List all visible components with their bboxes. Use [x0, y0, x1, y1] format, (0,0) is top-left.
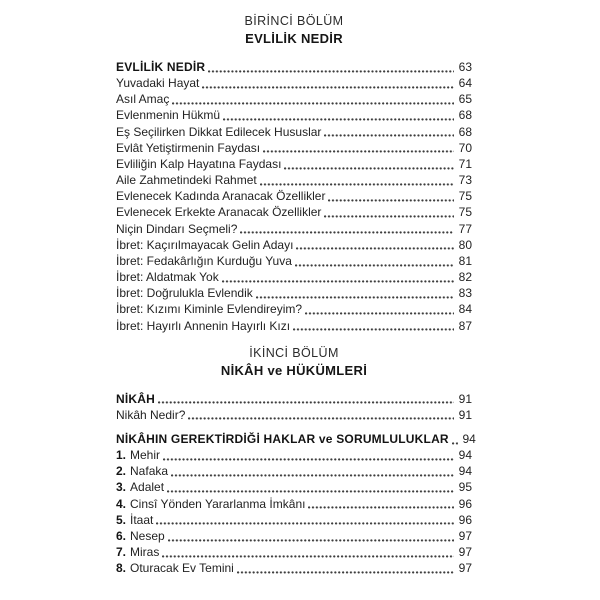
entry-page-number: 81	[458, 253, 472, 268]
dotted-leader	[295, 264, 454, 267]
dotted-leader	[263, 150, 454, 153]
dotted-leader	[284, 167, 454, 170]
dotted-leader	[305, 312, 454, 315]
toc-section	[116, 344, 476, 577]
entry-page-number: 77	[458, 221, 472, 236]
entry-label: Evlenecek Kadında Aranacak Özellikler	[116, 189, 326, 204]
entry-page-number: 73	[458, 173, 472, 188]
toc-entry	[116, 107, 472, 123]
entry-page-number: 64	[458, 76, 472, 91]
entry-number: 8.	[116, 561, 127, 576]
toc-entry	[116, 140, 472, 156]
entry-label: Nikâh Nedir?	[116, 407, 186, 422]
entry-page-number: 87	[458, 318, 472, 333]
toc-entry	[116, 188, 472, 204]
section-title: NİKÂH ve HÜKÜMLERİ	[220, 362, 368, 378]
entry-label: Cinsî Yönden Yararlanma İmkânı	[130, 496, 306, 511]
entry-label: İbret: Aldatmak Yok	[116, 270, 219, 285]
section-kicker: BİRİNCİ BÖLÜM	[244, 14, 344, 28]
entry-page-number: 97	[458, 545, 472, 560]
entry-page-number: 97	[458, 561, 472, 576]
toc-sections	[116, 12, 476, 576]
dotted-leader	[167, 490, 454, 493]
entry-label: Nafaka	[130, 464, 169, 479]
entry-page-number: 94	[458, 464, 472, 479]
toc-entry	[116, 560, 472, 576]
entry-label: Evlenecek Erkekte Aranacak Özellikler	[116, 205, 322, 220]
section-title: EVLİLİK NEDİR	[245, 31, 343, 46]
dotted-leader	[208, 70, 454, 73]
entry-label: NİKÂHIN GEREKTİRDİĞİ HAKLAR ve SORUMLULUKLAR	[116, 431, 449, 446]
entry-label: Oturacak Ev Temini	[130, 561, 234, 576]
dotted-leader	[163, 458, 454, 461]
toc-entry	[116, 91, 472, 107]
section-kicker: İKİNCİ BÖLÜM	[249, 345, 339, 360]
entry-page-number: 84	[458, 302, 472, 317]
toc-entry	[116, 528, 472, 544]
entry-page-number: 96	[458, 496, 472, 511]
entry-page-number: 83	[458, 286, 472, 301]
entry-page-number: 65	[458, 92, 472, 107]
dotted-leader	[171, 474, 454, 477]
dotted-leader	[223, 118, 454, 121]
entry-label: İbret: Doğrulukla Evlendik	[116, 286, 253, 301]
toc-entry	[116, 496, 472, 512]
entry-label: Adalet	[130, 480, 165, 495]
entry-label: Nesep	[130, 528, 165, 543]
toc-entry	[116, 124, 472, 140]
entry-label: Niçin Dindarı Seçmeli?	[116, 221, 238, 236]
entry-page-number: 68	[458, 124, 472, 139]
toc-entry	[116, 463, 472, 479]
entry-label: İbret: Hayırlı Annenin Hayırlı Kızı	[116, 318, 291, 333]
toc-entry	[116, 204, 472, 220]
entry-label: EVLİLİK NEDİR	[116, 60, 206, 74]
entry-page-number: 68	[458, 108, 472, 123]
toc-entry	[116, 544, 472, 560]
dotted-leader	[308, 506, 454, 509]
entry-page-number: 91	[458, 391, 472, 406]
section-entries	[116, 391, 476, 577]
entry-label: Evlenmenin Hükmü	[116, 108, 221, 123]
toc-entry	[116, 479, 472, 495]
dotted-leader	[222, 280, 454, 283]
entry-page-number: 94	[458, 448, 472, 463]
entry-page-number: 80	[458, 237, 472, 252]
dotted-leader	[293, 328, 454, 331]
dotted-leader	[158, 401, 454, 404]
entry-page-number: 97	[458, 528, 472, 543]
entry-label: Miras	[130, 545, 160, 560]
entry-label: İbret: Kaçırılmayacak Gelin Adayı	[116, 237, 294, 252]
dotted-leader	[172, 102, 454, 105]
entry-number: 4.	[116, 496, 127, 511]
dotted-leader	[256, 296, 454, 299]
dotted-leader	[452, 442, 458, 445]
entry-label: Evlât Yetiştirmenin Faydası	[116, 140, 261, 155]
toc-entry	[116, 269, 472, 285]
entry-number: 6.	[116, 528, 127, 543]
entry-number: 3.	[116, 480, 127, 495]
toc-entry	[116, 407, 472, 423]
entry-page-number: 96	[458, 512, 472, 527]
entry-page-number: 82	[458, 270, 472, 285]
toc-entry	[116, 172, 472, 188]
entry-page-number: 94	[462, 431, 476, 446]
toc-entry	[116, 253, 472, 269]
entry-label: Aile Zahmetindeki Rahmet	[116, 173, 257, 188]
entry-label: Eş Seçilirken Dikkat Edilecek Hususlar	[116, 124, 322, 139]
toc-entry	[116, 512, 472, 528]
entry-label: Asıl Amaç	[116, 92, 170, 107]
toc-entry	[116, 391, 472, 407]
toc-entry	[116, 59, 472, 75]
entry-label: İbret: Fedakârlığın Kurduğu Yuva	[116, 253, 292, 268]
dotted-leader	[260, 183, 454, 186]
entry-page-number: 95	[458, 480, 472, 495]
dotted-leader	[162, 555, 454, 558]
dotted-leader	[156, 522, 454, 525]
entry-number: 5.	[116, 512, 127, 527]
entry-page-number: 75	[458, 205, 472, 220]
dotted-leader	[324, 215, 454, 218]
dotted-leader	[168, 539, 454, 542]
entry-page-number: 70	[458, 140, 472, 155]
entry-label: NİKÂH	[116, 391, 155, 406]
toc-entry	[116, 221, 472, 237]
entry-label: Yuvadaki Hayat	[116, 76, 200, 91]
dotted-leader	[202, 86, 454, 89]
dotted-leader	[188, 417, 454, 420]
toc-entry	[116, 285, 472, 301]
toc-section	[116, 12, 472, 334]
entry-label: İbret: Kızımı Kiminle Evlendireyim?	[116, 302, 303, 317]
entry-page-number: 91	[458, 407, 472, 422]
dotted-leader	[296, 247, 454, 250]
entry-label: Evliliğin Kalp Hayatına Faydası	[116, 156, 282, 171]
entry-page-number: 63	[458, 60, 472, 74]
section-entries	[116, 59, 472, 334]
entry-label: İtaat	[130, 512, 154, 527]
toc-entry	[116, 237, 472, 253]
dotted-leader	[328, 199, 454, 202]
entry-page-number: 75	[458, 189, 472, 204]
dotted-leader	[324, 134, 454, 137]
toc-entry	[116, 447, 472, 463]
toc-entry	[116, 431, 476, 447]
toc-entry	[116, 318, 472, 334]
entry-label: Mehir	[130, 448, 161, 463]
entry-number: 7.	[116, 545, 127, 560]
toc-entry	[116, 301, 472, 317]
dotted-leader	[240, 231, 454, 234]
entry-number: 2.	[116, 464, 127, 479]
toc-entry	[116, 75, 472, 91]
entry-number: 1.	[116, 448, 127, 463]
toc-entry	[116, 156, 472, 172]
dotted-leader	[237, 571, 454, 574]
entry-page-number: 71	[458, 156, 472, 171]
